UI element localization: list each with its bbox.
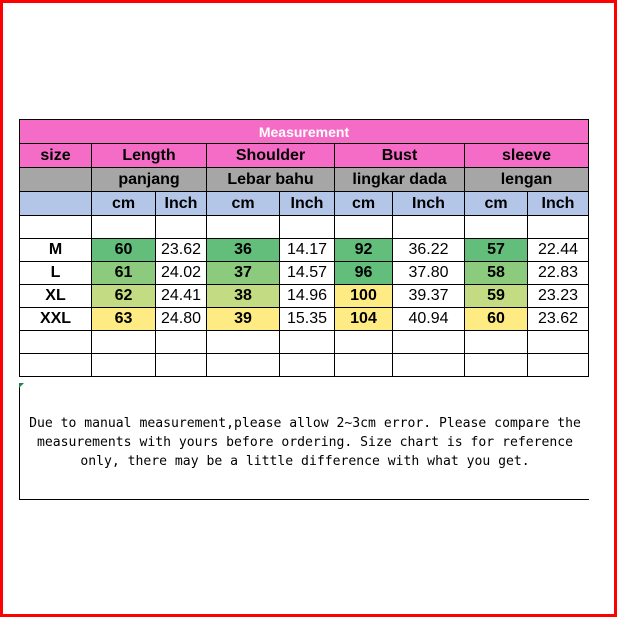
unit-cell: Inch — [156, 192, 207, 216]
sleeve-cm: 60 — [465, 308, 528, 331]
size-label: XL — [20, 285, 92, 308]
unit-cell: cm — [335, 192, 393, 216]
table-row — [20, 239, 589, 262]
bust-inch: 36.22 — [393, 239, 465, 262]
table-row — [20, 285, 589, 308]
local-header-sleeve: lengan — [465, 168, 589, 192]
sleeve-inch: 22.83 — [528, 262, 589, 285]
bust-inch: 39.37 — [393, 285, 465, 308]
sleeve-cm: 57 — [465, 239, 528, 262]
shoulder-inch: 14.57 — [280, 262, 335, 285]
unit-cell: cm — [207, 192, 280, 216]
unit-cell: Inch — [393, 192, 465, 216]
disclaimer-line: Due to manual measurement,please allow 2~3cm error. Please compare the — [29, 416, 581, 431]
measurement-table — [19, 119, 589, 377]
length-cm: 63 — [92, 308, 156, 331]
shoulder-inch: 15.35 — [280, 308, 335, 331]
local-header-shoulder: Lebar bahu — [207, 168, 335, 192]
length-inch: 24.41 — [156, 285, 207, 308]
disclaimer-text — [22, 414, 588, 471]
empty-row — [20, 216, 589, 239]
header-bust: Bust — [335, 144, 465, 168]
header-size: size — [20, 144, 92, 168]
bust-cm: 92 — [335, 239, 393, 262]
bust-cm: 100 — [335, 285, 393, 308]
shoulder-cm: 37 — [207, 262, 280, 285]
length-cm: 60 — [92, 239, 156, 262]
local-header-blank — [20, 168, 92, 192]
header-shoulder: Shoulder — [207, 144, 335, 168]
shoulder-cm: 36 — [207, 239, 280, 262]
empty-row — [20, 331, 589, 354]
shoulder-inch: 14.96 — [280, 285, 335, 308]
empty-row — [20, 354, 589, 377]
bust-inch: 40.94 — [393, 308, 465, 331]
unit-cell: Inch — [280, 192, 335, 216]
cell-corner-marker — [19, 383, 24, 388]
sleeve-cm: 58 — [465, 262, 528, 285]
sleeve-inch: 23.23 — [528, 285, 589, 308]
header-length: Length — [92, 144, 207, 168]
length-cm: 62 — [92, 285, 156, 308]
table-title: Measurement — [20, 120, 589, 144]
size-label: XXL — [20, 308, 92, 331]
shoulder-cm: 39 — [207, 308, 280, 331]
disclaimer-line: measurements with yours before ordering. Size chart is for reference — [36, 435, 574, 450]
disclaimer-line: only, there may be a little difference with what you get. — [80, 454, 530, 469]
table-row — [20, 308, 589, 331]
local-header-bust: lingkar dada — [335, 168, 465, 192]
local-header-length: panjang — [92, 168, 207, 192]
sleeve-inch: 23.62 — [528, 308, 589, 331]
bust-cm: 104 — [335, 308, 393, 331]
unit-cell: cm — [465, 192, 528, 216]
disclaimer-box — [19, 383, 589, 500]
shoulder-inch: 14.17 — [280, 239, 335, 262]
header-sleeve: sleeve — [465, 144, 589, 168]
length-inch: 23.62 — [156, 239, 207, 262]
table-row — [20, 262, 589, 285]
unit-cell: Inch — [528, 192, 589, 216]
length-inch: 24.80 — [156, 308, 207, 331]
shoulder-cm: 38 — [207, 285, 280, 308]
length-inch: 24.02 — [156, 262, 207, 285]
size-label: M — [20, 239, 92, 262]
bust-cm: 96 — [335, 262, 393, 285]
bust-inch: 37.80 — [393, 262, 465, 285]
unit-blank — [20, 192, 92, 216]
sleeve-inch: 22.44 — [528, 239, 589, 262]
unit-cell: cm — [92, 192, 156, 216]
size-label: L — [20, 262, 92, 285]
sleeve-cm: 59 — [465, 285, 528, 308]
length-cm: 61 — [92, 262, 156, 285]
